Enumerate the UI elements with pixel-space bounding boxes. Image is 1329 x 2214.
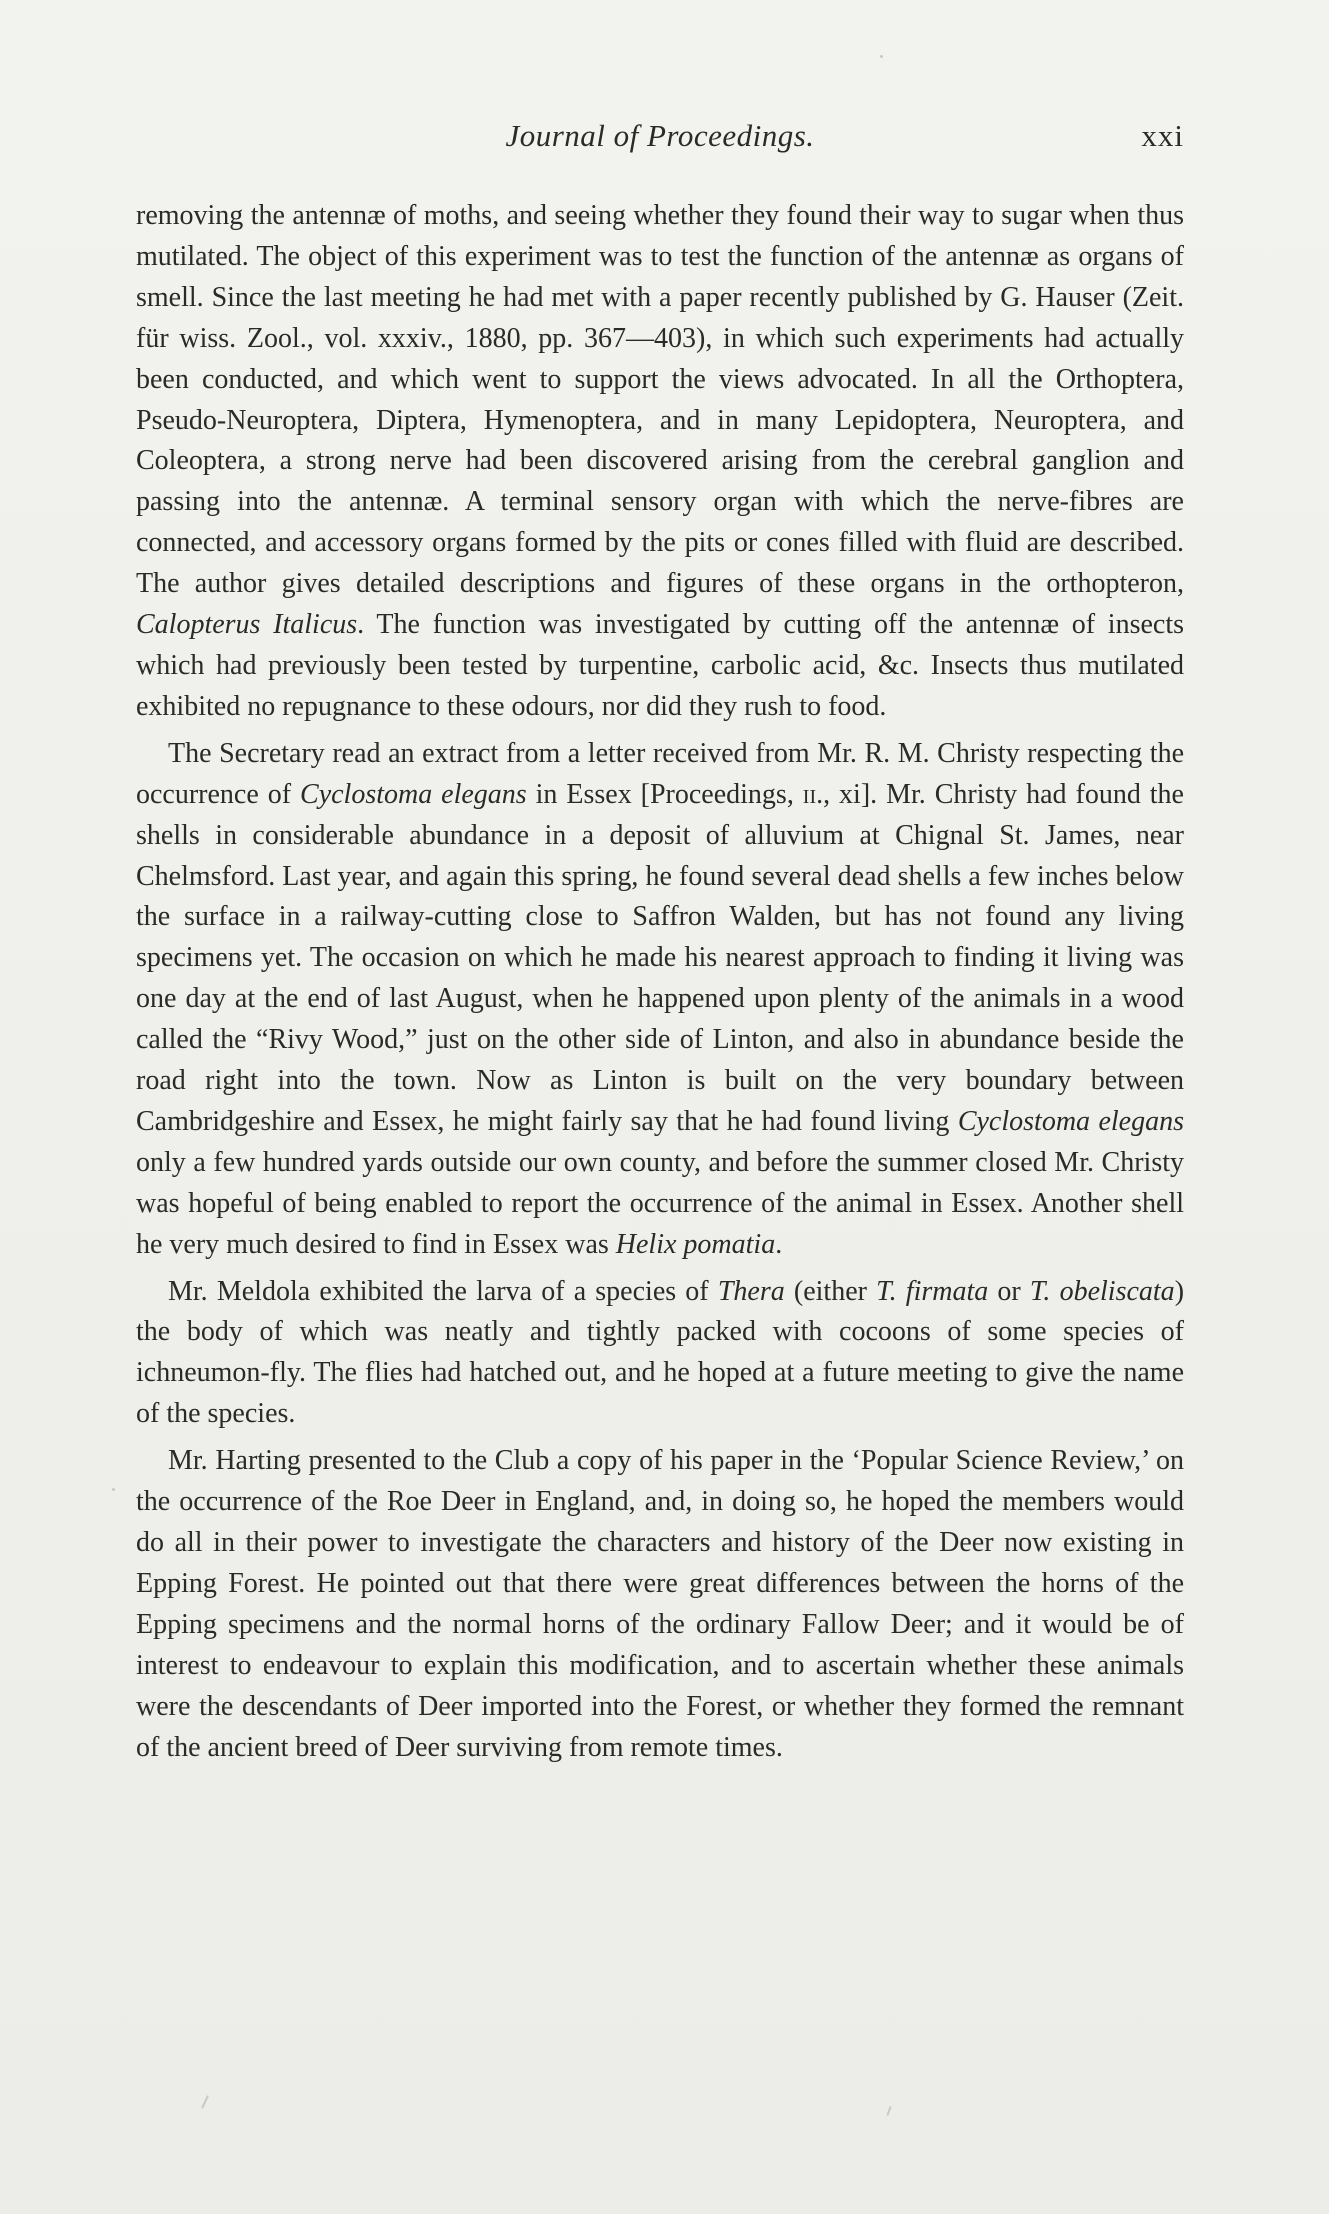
text-run: The Secretary read an extract from a letter received from Mr. R. M. Christy respecting the occurrence of [136, 737, 1184, 810]
paragraph-thera-larva [136, 1272, 1184, 1436]
italic-term: Cyclostoma elegans [957, 1105, 1184, 1137]
paragraph-cyclostoma-letter [136, 734, 1184, 1266]
text-run: . [775, 1228, 783, 1260]
text-run: only a few hundred yards outside our own county, and before the summer closed Mr. Christy was hopeful of being enabled to report the occurrence of the animal in Essex. Another shell he very much desired to find in Essex was [136, 1146, 1184, 1260]
body-text [136, 196, 1184, 1768]
italic-term: T. obeliscata [1029, 1275, 1175, 1307]
text-run: Mr. Harting presented to the Club a copy of his paper in the ‘Popular Science Review,’ on the occurrence of the Roe Deer in England, and, in doing so, he hoped the members would do all in their power to investigate the characters and history of the Deer now existing in Epping Forest. He pointed out that there were great differences between the horns of the Epping specimens and the normal horns of the ordinary Fallow Deer; and it would be of interest to endeavour to explain this modification, and to ascertain whether these animals were the descendants of Deer imported into the Forest, or whether they formed the remnant of the ancient breed of Deer surviving from remote times. [136, 1445, 1184, 1763]
italic-term: Cyclostoma elegans [300, 778, 527, 810]
text-run: in Essex [Proceedings, [526, 778, 803, 810]
italic-term: Thera [717, 1275, 785, 1307]
italic-term: Helix pomatia [615, 1228, 776, 1260]
small-caps-text: ii. [802, 778, 824, 810]
text-run: removing the antennæ of moths, and seeing whether they found their way to sugar when thus mutilated. The object of this experiment was to test the function of the antennæ as organs of smell. Since the last meeting he had met with a paper recently published by G. Hauser (Zeit. für wiss. Zool., vol. xxxiv., 1880, pp. 367—403), in which such experiments had actually been conducted, and which went to support the views advocated. In all the Orthoptera, Pseudo-Neuroptera, Diptera, Hymenoptera, and in many Lepidoptera, Neuroptera, and Coleoptera, a strong nerve had been discovered arising from the cerebral ganglion and passing into the antennæ. A terminal sensory organ with which the nerve-fibres are connected, and accessory organs formed by the pits or cones filled with fluid are described. The author gives detailed descriptions and figures of these organs in the orthopteron, [136, 200, 1184, 600]
text-run: ) the body of which was neatly and tightly packed with cocoons of some species of ichneumon-fly. The flies had hatched out, and he hoped at a future meeting to give the name of the species. [136, 1275, 1185, 1430]
page-header [136, 112, 1184, 162]
text-run: . The function was investigated by cutting off the antennæ of insects which had previously been tested by turpentine, carbolic acid, &c. Insects thus mutilated exhibited no repugnance to these odours, nor did they rush to food. [136, 609, 1184, 722]
paragraph-roe-deer-paper [136, 1441, 1184, 1768]
paper-speck [112, 1488, 115, 1491]
paper-speck [880, 55, 883, 58]
text-run: Mr. Meldola exhibited the larva of a species of [168, 1275, 718, 1307]
paragraph-antennae-experiment [136, 196, 1184, 728]
italic-term: Calopterus Italicus [136, 609, 358, 641]
text-run: (either [784, 1275, 877, 1307]
running-title: Journal of Proceedings. [505, 118, 815, 153]
paper-speck [886, 2106, 891, 2116]
paper-speck [201, 2095, 209, 2109]
page-number: xxi [1141, 118, 1184, 153]
text-run: or [988, 1275, 1030, 1307]
text-run: , xi]. Mr. Christy had found the shells in considerable abundance in a deposit of alluvium at Chignal St. James, near Chelmsford. Last year, and again this spring, he found several dead shells a few inches below the surface in a railway-cutting close to Saffron Walden, but has not found any living specimens yet. The occasion on which he made his nearest approach to finding it living was one day at the end of last August, when he happened upon plenty of the animals in a wood called the “Rivy Wood,” just on the other side of Linton, and also in abundance beside the road right into the town. Now as Linton is built on the very boundary between Cambridgeshire and Essex, he might fairly say that he had found living [136, 778, 1184, 1137]
italic-term: T. firmata [876, 1275, 989, 1307]
